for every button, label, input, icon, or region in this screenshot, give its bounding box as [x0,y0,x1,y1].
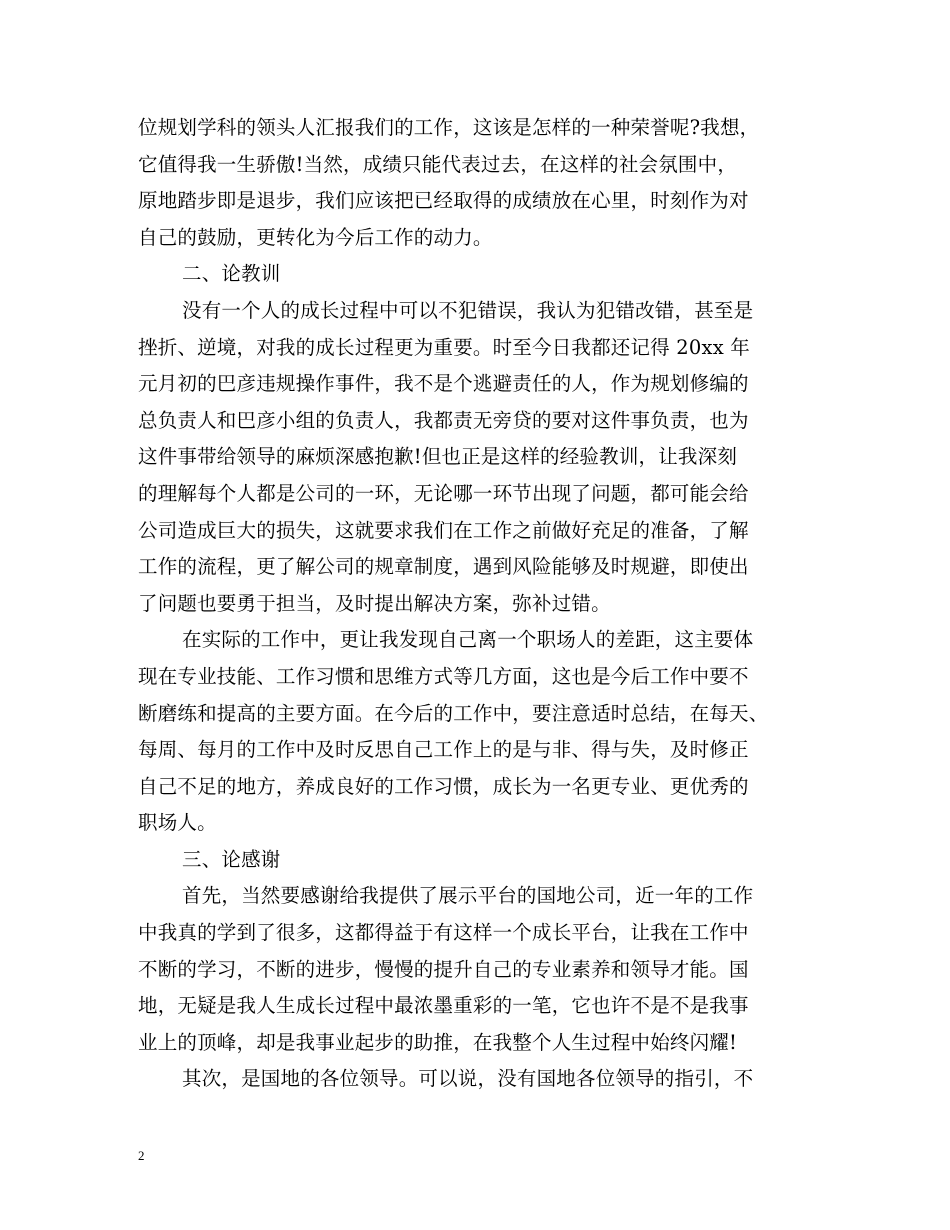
body-text [138,110,828,1098]
text-line: 现在专业技能、工作习惯和思维方式等几方面，这也是今后工作中要不 [138,664,749,688]
text-line: 这件事带给领导的麻烦深感抱歉!但也正是这样的经验教训，让我深刻 [138,445,738,469]
section-heading: 二、论教训 [182,262,281,286]
text-line: 公司造成巨大的损失，这就要求我们在工作之前做好充足的准备，了解 [138,518,749,542]
text-line: 位规划学科的领头人汇报我们的工作，这该是怎样的一种荣誉呢?我想， [138,116,760,139]
text-line: 原地踏步即是退步，我们应该把已经取得的成绩放在心里，时刻作为对 [138,189,749,213]
section-heading: 三、论感谢 [182,847,281,871]
text-line: 在实际的工作中，更让我发现自己离一个职场人的差距，这主要体 [182,628,754,652]
text-line: 没有一个人的成长过程中可以不犯错误，我认为犯错改错，甚至是 [182,298,754,322]
text-line: 了问题也要勇于担当，及时提出解决方案，弥补过错。 [138,591,611,615]
text-line: 的理解每个人都是公司的一环，无论哪一环节出现了问题，都可能会给 [138,481,749,505]
text-line: 其次，是国地的各位领导。可以说，没有国地各位领导的指引，不 [182,1067,754,1091]
text-line: 自己的鼓励，更转化为今后工作的动力。 [138,225,493,249]
text-line: 工作的流程，更了解公司的规章制度，遇到风险能够及时规避，即使出 [138,555,749,579]
text-line: 元月初的巴彦违规操作事件，我不是个逃避责任的人，作为规划修编的 [138,372,749,396]
text-line: 挫折、逆境，对我的成长过程更为重要。时至今日我都还记得 20xx 年 [138,335,751,359]
text-line: 职场人。 [138,811,217,835]
text-line: 断磨练和提高的主要方面。在今后的工作中，要注意适时总结，在每天、 [138,701,769,725]
text-line: 不断的学习，不断的进步，慢慢的提升自己的专业素养和领导才能。国 [138,957,749,981]
text-line: 自己不足的地方，养成良好的工作习惯，成长为一名更专业、更优秀的 [138,774,749,798]
text-line: 中我真的学到了很多，这都得益于有这样一个成长平台，让我在工作中 [138,921,749,945]
text-line: 业上的顶峰，却是我事业起步的助推，在我整个人生过程中始终闪耀! [138,1030,738,1054]
text-line: 每周、每月的工作中及时反思自己工作上的是与非、得与失，及时修正 [138,738,749,762]
text-line: 地，无疑是我人生成长过程中最浓墨重彩的一笔，它也许不是不是我事 [138,994,749,1018]
text-line: 首先，当然要感谢给我提供了展示平台的国地公司，近一年的工作 [182,884,754,908]
page-number: 2 [138,1148,145,1163]
text-line: 总负责人和巴彦小组的负责人，我都责无旁贷的要对这件事负责，也为 [138,408,749,432]
text-line: 它值得我一生骄傲!当然，成绩只能代表过去，在这样的社会氛围中， [138,152,738,176]
